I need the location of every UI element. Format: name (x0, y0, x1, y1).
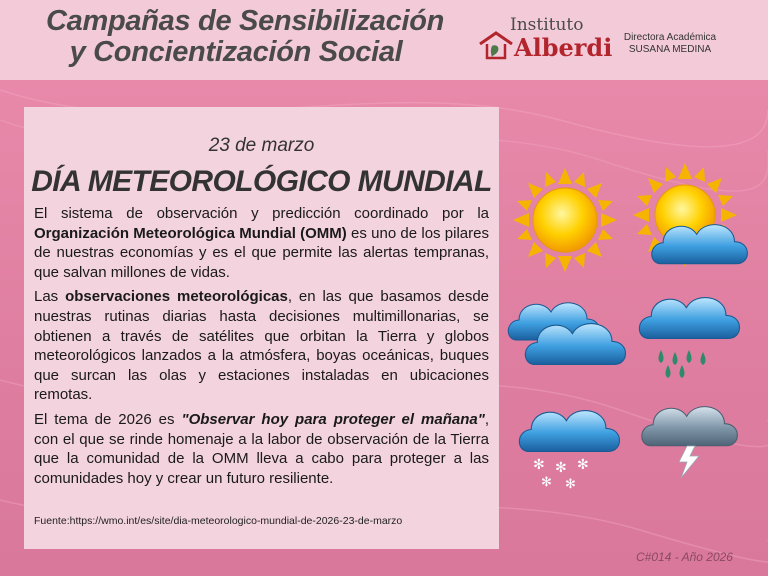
title-line-1: Campañas de Sensibilización (46, 5, 445, 37)
p2-text-a: Las (34, 288, 66, 306)
p3-text-c: , con el que se rinde homenaje a la labor de observación de la Tierra que la comunidad de la OMM lleva a cabo para proteger a las comunidades hoy y crear un futuro resiliente. (34, 410, 489, 487)
director-info (614, 32, 726, 56)
p1-bold: Organización Meteorológica Mundial (OMM) (34, 224, 347, 242)
svg-text:✻: ✻ (533, 457, 545, 473)
svg-text:✻: ✻ (555, 460, 567, 476)
director-role: Directora Académica (623, 32, 717, 43)
logo-text-top: Instituto (510, 15, 584, 35)
svg-text:✻: ✻ (565, 477, 576, 492)
p2-text-c: , en las que basamos desde nuestras rutinas diarias hasta decisiones multimillonarias, se obtienen a través de satélites que orbitan la Tierra y globos meteorológicos lanzados a la atmósfera, boyas oceánicas, buques que surcan las olas y estaciones instaladas en ubicaciones remotas. (34, 288, 489, 404)
weather-icons (505, 160, 755, 505)
header (0, 0, 768, 80)
p3-bold-italic: "Observar hoy para proteger el mañana" (181, 410, 485, 428)
paragraph-3 (34, 410, 489, 488)
snow-cloud-icon (519, 411, 619, 492)
p2-bold: observaciones meteorológicas (65, 288, 288, 306)
p1-text-c: es uno de los pilares de nuestras economías y es el que permite las alertas tempranas, que salvan millones de vidas. (34, 224, 489, 281)
institute-logo (476, 14, 616, 64)
rain-cloud-icon (639, 298, 739, 378)
page-title (46, 5, 445, 68)
svg-text:✻: ✻ (577, 457, 589, 473)
paragraph-1 (34, 204, 489, 282)
paragraph-2 (34, 287, 489, 405)
source-link: Fuente:https://wmo.int/es/site/dia-meteorologico-mundial-de-2026-23-de-marzo (34, 515, 403, 527)
logo-text-bottom: Alberdi (514, 33, 613, 62)
content-card (24, 107, 499, 549)
event-headline: DÍA METEOROLÓGICO MUNDIAL (31, 165, 492, 198)
director-name: SUSANA MEDINA (628, 44, 712, 55)
svg-text:✻: ✻ (541, 475, 552, 490)
p3-text-a: El tema de 2026 es (34, 410, 182, 428)
storm-cloud-icon (642, 407, 738, 478)
event-date: 23 de marzo (208, 135, 315, 156)
article-body (34, 204, 489, 493)
logo-mark-icon (478, 30, 514, 67)
clouds-icon (508, 303, 625, 365)
title-line-2: y Concientización Social (69, 36, 403, 68)
footer-code: C#014 - Año 2026 (636, 550, 733, 564)
p1-text-a: El sistema de observación y predicción coordinado por la (34, 205, 489, 222)
sun-icon (513, 168, 617, 272)
sun-cloud-icon (633, 163, 747, 267)
